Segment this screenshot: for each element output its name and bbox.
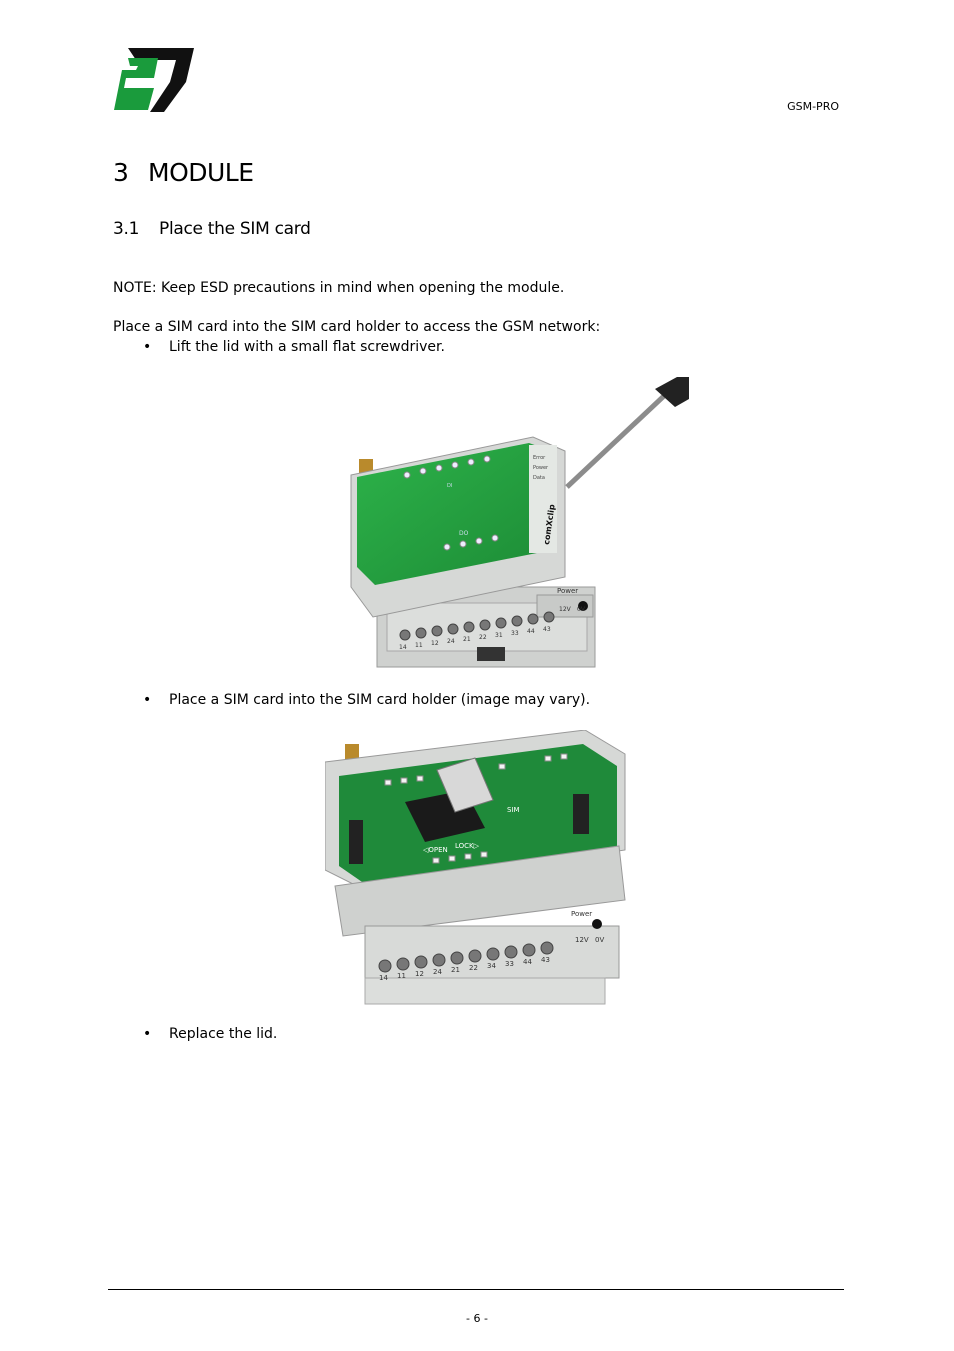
terminal-label: 33 (505, 960, 514, 968)
panel-label-data: Data (533, 475, 545, 481)
subsection-number: 3.1 (113, 219, 140, 239)
terminal-label: 43 (543, 626, 551, 633)
list-item (143, 1026, 277, 1042)
subsection-title: Place the SIM card (159, 219, 311, 239)
terminal-label: 12 (415, 970, 424, 978)
terminal-label: 12V (575, 936, 589, 944)
esd-note: NOTE: Keep ESD precautions in mind when opening the module. (113, 280, 565, 296)
e2-logo-icon (114, 48, 196, 112)
terminal-label: 31 (495, 632, 503, 639)
panel-label-error: Error (533, 455, 546, 461)
terminal-label: 0V (595, 936, 605, 944)
sim-label: SIM (507, 806, 520, 814)
step-text: Lift the lid with a small flat screwdriver. (169, 339, 445, 355)
brand-label: comXclip (542, 503, 557, 546)
terminal-label: 44 (527, 628, 535, 635)
terminal-label: 44 (523, 958, 532, 966)
bullet-glyph: • (143, 692, 152, 708)
footer-divider (108, 1289, 844, 1290)
terminal-label: 21 (463, 636, 471, 643)
terminal-label: 43 (541, 956, 550, 964)
terminal-label: 21 (451, 966, 460, 974)
document-id: GSM-PRO (787, 100, 839, 113)
open-label: ◁OPEN (423, 846, 448, 854)
terminal-label: 24 (433, 968, 442, 976)
terminal-label: 11 (397, 972, 406, 980)
list-item (143, 692, 590, 708)
panel-label-power: Power (533, 465, 549, 471)
intro-paragraph: Place a SIM card into the SIM card holder to access the GSM network: (113, 319, 601, 335)
terminal-label: 14 (379, 974, 388, 982)
terminal-label: 12V (559, 606, 571, 613)
terminal-label: 0V (577, 606, 585, 613)
page-number: - 6 - (466, 1312, 488, 1325)
terminal-label: 34 (487, 962, 496, 970)
terminal-label: 33 (511, 630, 519, 637)
step-text: Replace the lid. (169, 1026, 278, 1042)
section-title: MODULE (148, 158, 254, 187)
terminal-label: 22 (479, 634, 487, 641)
section-heading (113, 158, 254, 187)
lock-label: LOCK▷ (455, 842, 480, 850)
list-item (143, 339, 445, 355)
step-text: Place a SIM card into the SIM card holder (image may vary). (169, 692, 591, 708)
bullet-glyph: • (143, 339, 152, 355)
di-label: DI (447, 483, 453, 489)
sim-holder-photo (325, 730, 631, 1008)
bullet-glyph: • (143, 1026, 152, 1042)
power-label: Power (557, 587, 579, 595)
subsection-heading (113, 219, 311, 239)
module-lid-photo (347, 377, 689, 673)
do-label: DO (459, 530, 469, 537)
terminal-label: 14 (399, 644, 407, 651)
terminal-label: 12 (431, 640, 439, 647)
terminal-label: 24 (447, 638, 455, 645)
terminal-label: 11 (415, 642, 423, 649)
section-number: 3 (113, 158, 129, 187)
power-label: Power (571, 910, 593, 918)
terminal-label: 22 (469, 964, 478, 972)
